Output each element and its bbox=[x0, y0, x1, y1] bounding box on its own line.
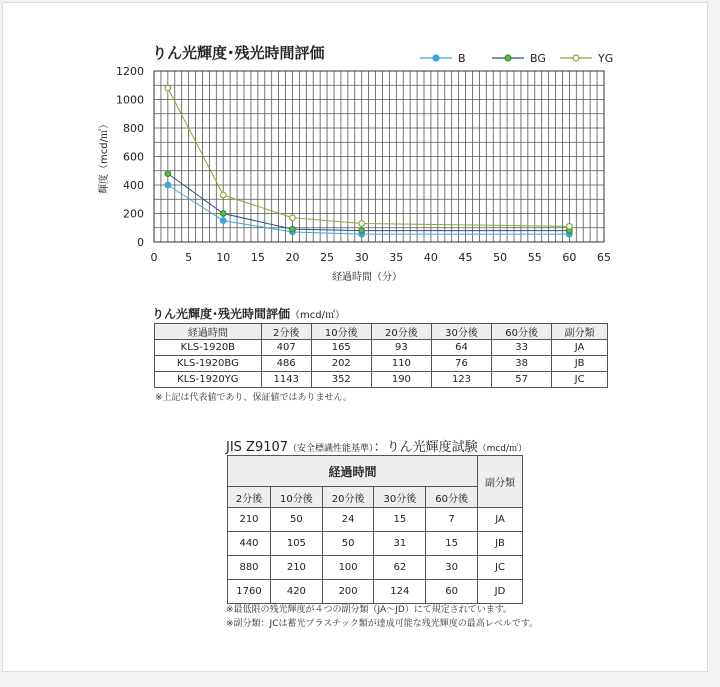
table-cell: 50 bbox=[271, 508, 323, 532]
x-tick-label: 5 bbox=[185, 251, 193, 264]
table1-title bbox=[152, 305, 345, 322]
jis-unit: （mcd/㎡） bbox=[477, 444, 528, 454]
legend-marker-B bbox=[433, 55, 439, 61]
table2-header: 2分後 bbox=[228, 487, 271, 508]
x-tick-label: 60 bbox=[562, 251, 577, 264]
table1-unit: （mcd/㎡） bbox=[290, 310, 345, 321]
x-tick-label: 0 bbox=[150, 251, 158, 264]
table-cell: 100 bbox=[322, 556, 374, 580]
table-cell: 880 bbox=[228, 556, 271, 580]
table-cell: 420 bbox=[271, 580, 323, 604]
jis-title-small: （安全標識性能基準） bbox=[288, 444, 374, 454]
table-cell: 123 bbox=[431, 372, 491, 388]
table-cell: 64 bbox=[431, 340, 491, 356]
table-row bbox=[228, 532, 523, 556]
table-cell: 210 bbox=[271, 556, 323, 580]
table-row bbox=[155, 340, 608, 356]
table1-header-row bbox=[155, 324, 608, 340]
x-tick-label: 45 bbox=[458, 251, 473, 264]
x-tick-label: 35 bbox=[389, 251, 404, 264]
luminance-chart bbox=[0, 0, 720, 300]
table-cell: JC bbox=[478, 556, 523, 580]
table-cell: KLS-1920B bbox=[155, 340, 262, 356]
table1-title-text: りん光輝度･残光時間評価 bbox=[152, 307, 291, 321]
table-cell: JB bbox=[478, 532, 523, 556]
jis-title-rest: ：りん光輝度試験 bbox=[373, 440, 478, 455]
table1-header: 10分後 bbox=[311, 324, 371, 340]
table-row bbox=[228, 508, 523, 532]
table2-header: 60分後 bbox=[426, 487, 478, 508]
x-tick-label: 15 bbox=[250, 251, 265, 264]
table2-header: 20分後 bbox=[322, 487, 374, 508]
chart-title: りん光輝度･残光時間評価 bbox=[152, 44, 325, 62]
legend-marker-YG bbox=[573, 55, 579, 61]
table-cell: 165 bbox=[311, 340, 371, 356]
table-cell: 200 bbox=[322, 580, 374, 604]
x-tick-label: 20 bbox=[285, 251, 300, 264]
table2-header: 30分後 bbox=[374, 487, 426, 508]
table-cell: 30 bbox=[426, 556, 478, 580]
table-cell: 1143 bbox=[261, 372, 311, 388]
legend-label-BG: BG bbox=[530, 52, 546, 65]
table-cell: 110 bbox=[371, 356, 431, 372]
table-cell: KLS-1920BG bbox=[155, 356, 262, 372]
jis-note-1: ※最低限の残光輝度が４つの副分類（JA～JD）にて規定されています。 bbox=[226, 605, 513, 615]
jis-note-2: ※副分類：JCは蓄光プラスチック類が達成可能な残光輝度の最高レベルです。 bbox=[226, 619, 539, 629]
legend-label-YG: YG bbox=[598, 52, 614, 65]
x-tick-label: 50 bbox=[493, 251, 508, 264]
x-tick-label: 30 bbox=[354, 251, 369, 264]
x-tick-label: 25 bbox=[320, 251, 335, 264]
table-cell: KLS-1920YG bbox=[155, 372, 262, 388]
table-row bbox=[155, 372, 608, 388]
table1-header: 経過時間 bbox=[155, 324, 262, 340]
x-axis-label: 経過時間（分） bbox=[332, 272, 402, 283]
table-cell: 76 bbox=[431, 356, 491, 372]
table-cell: 7 bbox=[426, 508, 478, 532]
table-cell: JA bbox=[552, 340, 608, 356]
table-cell: 202 bbox=[311, 356, 371, 372]
product-luminance-table bbox=[154, 323, 608, 388]
class-header: 副分類 bbox=[478, 456, 523, 508]
x-tick-label: 55 bbox=[527, 251, 542, 264]
x-tick-label: 65 bbox=[597, 251, 611, 264]
table2-header: 10分後 bbox=[271, 487, 323, 508]
table-cell: 57 bbox=[492, 372, 552, 388]
table-cell: 62 bbox=[374, 556, 426, 580]
elapsed-time-header: 経過時間 bbox=[228, 456, 478, 487]
table-cell: 440 bbox=[228, 532, 271, 556]
y-tick-label: 400 bbox=[123, 179, 144, 192]
table-cell: 105 bbox=[271, 532, 323, 556]
data-point-YG bbox=[165, 85, 171, 91]
table1-header: 2分後 bbox=[261, 324, 311, 340]
table-cell: 124 bbox=[374, 580, 426, 604]
table-cell: JA bbox=[478, 508, 523, 532]
x-tick-label: 10 bbox=[216, 251, 231, 264]
table-cell: 190 bbox=[371, 372, 431, 388]
y-tick-label: 0 bbox=[137, 236, 144, 249]
data-point-YG bbox=[359, 221, 365, 227]
y-tick-label: 800 bbox=[123, 122, 144, 135]
table1-header: 60分後 bbox=[492, 324, 552, 340]
data-point-YG bbox=[290, 215, 296, 221]
legend-marker-BG bbox=[505, 55, 511, 61]
table1-header: 副分類 bbox=[552, 324, 608, 340]
table-cell: 210 bbox=[228, 508, 271, 532]
table-cell: JC bbox=[552, 372, 608, 388]
data-point-BG bbox=[290, 226, 296, 232]
y-tick-label: 1200 bbox=[116, 65, 144, 78]
data-point-YG bbox=[220, 192, 226, 198]
data-point-YG bbox=[567, 224, 573, 230]
table-cell: JD bbox=[478, 580, 523, 604]
table-row bbox=[155, 356, 608, 372]
table-row bbox=[228, 580, 523, 604]
table-cell: 15 bbox=[374, 508, 426, 532]
legend-label-B: B bbox=[458, 52, 466, 65]
y-axis-label: 輝度（mcd/㎡） bbox=[99, 119, 110, 194]
jis-standard-table bbox=[227, 455, 523, 604]
jis-title bbox=[226, 436, 527, 455]
data-point-BG bbox=[220, 211, 226, 217]
table-cell: 31 bbox=[374, 532, 426, 556]
table-cell: 33 bbox=[492, 340, 552, 356]
table-cell: 486 bbox=[261, 356, 311, 372]
data-point-BG bbox=[359, 228, 365, 234]
table-cell: 60 bbox=[426, 580, 478, 604]
table-cell: 407 bbox=[261, 340, 311, 356]
table1-header: 20分後 bbox=[371, 324, 431, 340]
data-point-BG bbox=[165, 171, 171, 177]
table-cell: 38 bbox=[492, 356, 552, 372]
data-point-B bbox=[220, 218, 226, 224]
data-point-B bbox=[165, 182, 171, 188]
table-cell: 1760 bbox=[228, 580, 271, 604]
table1-header: 30分後 bbox=[431, 324, 491, 340]
table-cell: 15 bbox=[426, 532, 478, 556]
jis-title-main: JIS Z9107 bbox=[226, 440, 289, 455]
table-cell: 24 bbox=[322, 508, 374, 532]
table-cell: 50 bbox=[322, 532, 374, 556]
table1-note: ※上記は代表値であり、保証値ではありません。 bbox=[155, 393, 353, 403]
table-row bbox=[228, 556, 523, 580]
x-tick-label: 40 bbox=[423, 251, 438, 264]
y-tick-label: 200 bbox=[123, 207, 144, 221]
y-tick-label: 1000 bbox=[116, 93, 144, 107]
table2-group-row bbox=[228, 456, 523, 487]
table-cell: 93 bbox=[371, 340, 431, 356]
table-cell: 352 bbox=[311, 372, 371, 388]
y-tick-label: 600 bbox=[123, 150, 144, 164]
table-cell: JB bbox=[552, 356, 608, 372]
